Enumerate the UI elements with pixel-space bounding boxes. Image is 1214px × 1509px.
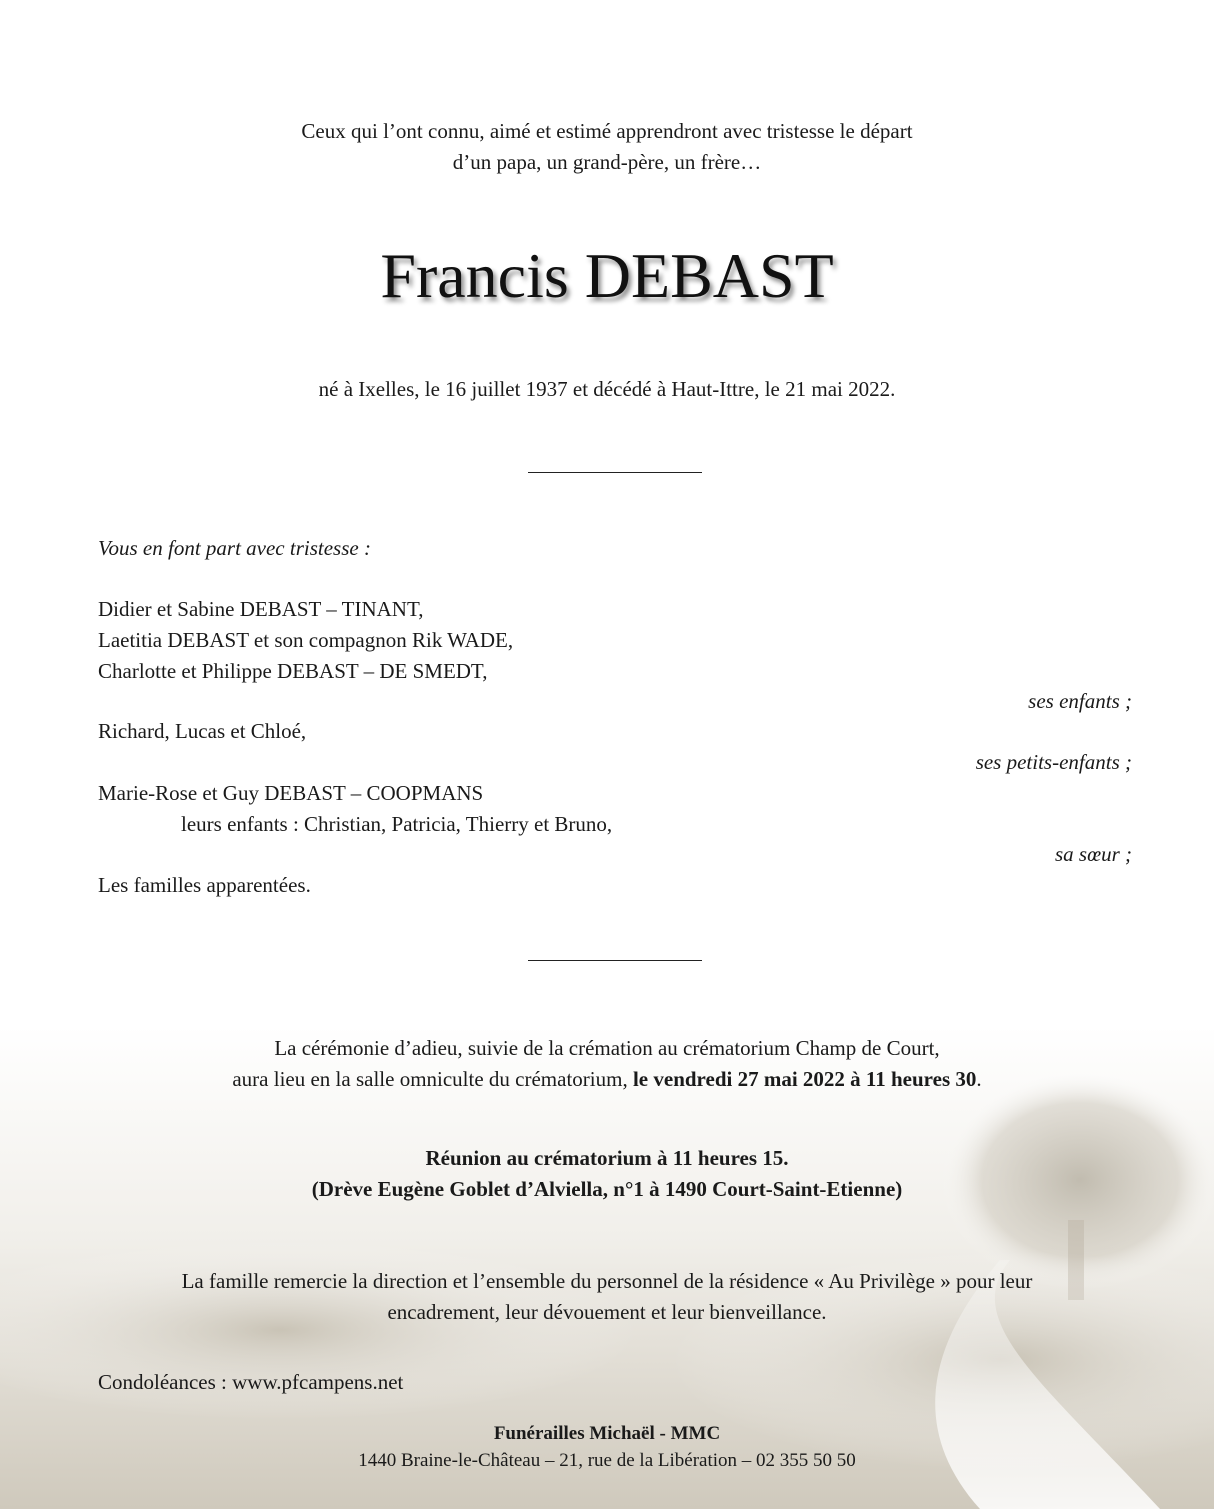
separator-line [528,472,702,473]
families-entry: Les familles apparentées. [98,873,311,897]
announce-heading: Vous en font part avec tristesse : [98,536,371,560]
intro-line-1: Ceux qui l’ont connu, aimé et estimé apprendront avec tristesse le départ [301,119,913,143]
grandchildren-role: ses petits-enfants ; [975,750,1132,774]
intro-line-2: d’un papa, un grand-père, un frère… [452,150,762,174]
ceremony-line-2-start: aura lieu en la salle omniculte du crématorium, [232,1067,633,1091]
funeral-home-address: 1440 Braine-le-Château – 21, rue de la Libération – 02 355 50 50 [358,1450,856,1471]
ceremony-date: le vendredi 27 mai 2022 à 11 heures 30 [632,1067,977,1091]
intro-text [0,116,1214,178]
birth-death-line: né à Ixelles, le 16 juillet 1937 et décédé à Haut-Ittre, le 21 mai 2022. [318,377,896,401]
grandchildren-entry: Richard, Lucas et Chloé, [98,719,307,743]
thanks-line-2: encadrement, leur dévouement et leur bienveillance. [387,1300,827,1324]
ceremony-line-1: La cérémonie d’adieu, suivie de la crémation au crématorium Champ de Court, [274,1036,940,1060]
child-entry: Laetitia DEBAST et son compagnon Rik WADE, [98,628,514,652]
ceremony-text [0,1033,1214,1095]
condolences-link[interactable]: Condoléances : www.pfcampens.net [98,1370,404,1394]
children-list [98,594,513,687]
thanks-text [0,1266,1214,1328]
sister-children: leurs enfants : Christian, Patricia, Thierry et Bruno, [181,812,613,836]
sister-role: sa sœur ; [1054,842,1132,866]
child-entry: Didier et Sabine DEBAST – TINANT, [98,597,424,621]
thanks-line-1: La famille remercie la direction et l’ensemble du personnel de la résidence « Au Privilège » pour leur [181,1269,1033,1293]
sister-name: Marie-Rose et Guy DEBAST – COOPMANS [98,781,484,805]
child-entry: Charlotte et Philippe DEBAST – DE SMEDT, [98,659,488,683]
ceremony-line-2-end: . [976,1067,982,1091]
reunion-text [0,1143,1214,1205]
funeral-home-name: Funérailles Michaël - MMC [493,1423,721,1444]
children-role: ses enfants ; [1028,689,1132,713]
funeral-home [0,1420,1214,1474]
reunion-line-1: Réunion au crématorium à 11 heures 15. [425,1146,789,1170]
reunion-address: (Drève Eugène Goblet d’Alviella, n°1 à 1490 Court-Saint-Etienne) [311,1177,903,1201]
separator-line [528,960,702,961]
ceremony-line-2 [0,1064,1214,1095]
deceased-name: Francis DEBAST [380,240,834,311]
sister-entry [98,778,612,840]
